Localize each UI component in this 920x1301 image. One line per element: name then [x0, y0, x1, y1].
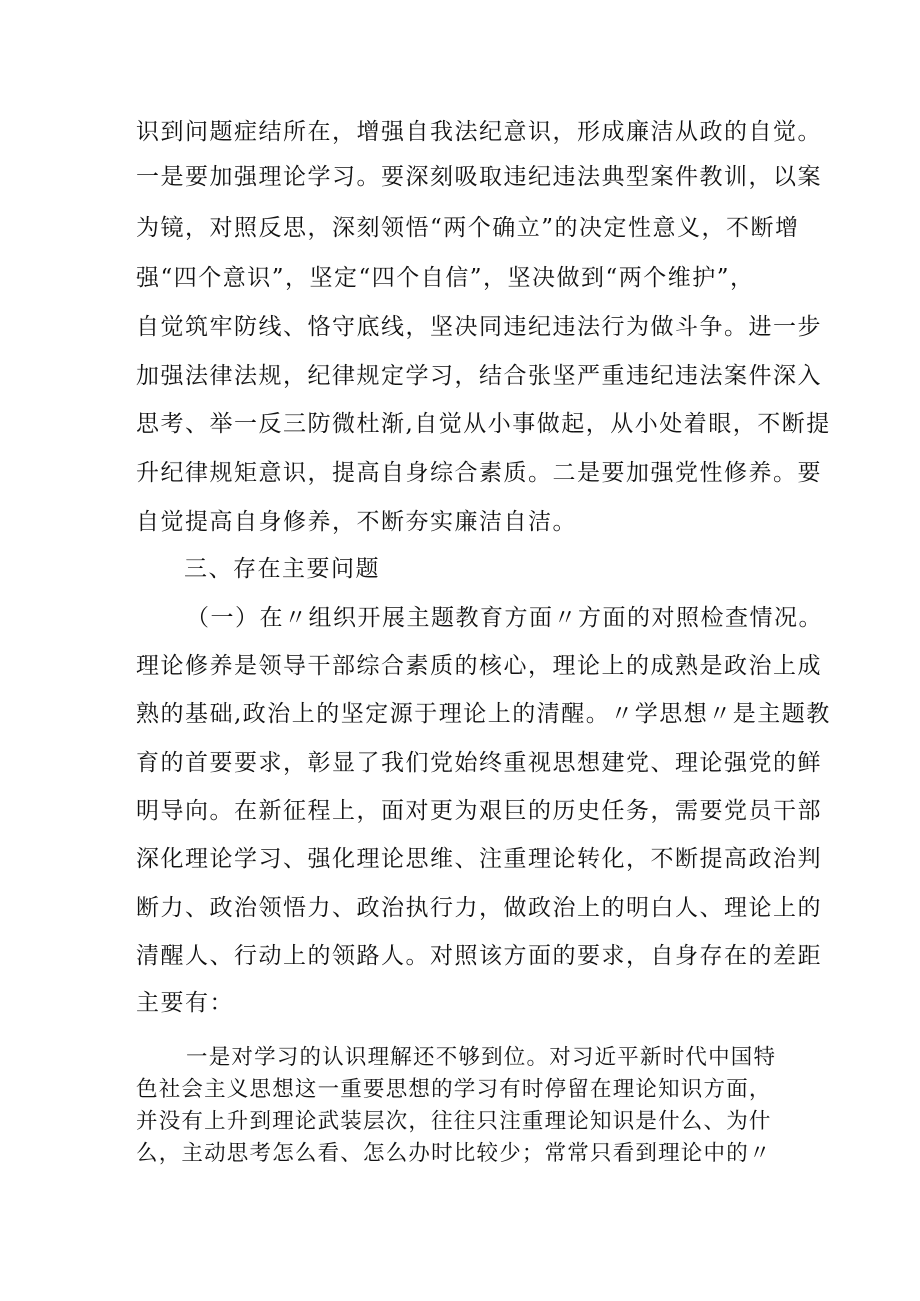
text-line: 升纪律规矩意识，提高自身综合素质。二是要加强党性修养。要 [136, 460, 822, 486]
text-line: 并没有上升到理论武装层次，往往只注重理论知识是什么、为什 [136, 1109, 772, 1134]
text-line: 育的首要要求，彰显了我们党始终重视思想建党、理论强党的鲜 [136, 750, 822, 776]
text-line: 自觉筑牢防线、恪守底线，坚决同违纪违法行为做斗争。进一步 [136, 314, 822, 340]
text-line: 色社会主义思想这一重要思想的学习有时停留在理论知识方面， [136, 1077, 772, 1102]
text-line: 自觉提高自身修养，不断夯实廉洁自洁。 [136, 509, 577, 535]
text-line: 理论修养是领导干部综合素质的核心，理论上的成熟是政治上成 [136, 653, 822, 679]
text-line: 强“四个意识”，坚定“四个自信”，坚决做到“两个维护”， [136, 265, 755, 291]
text-line: 为镜，对照反思，深刻领悟“两个确立”的决定性意义，不断增 [136, 215, 800, 241]
text-line: 清醒人、行动上的领路人。对照该方面的要求，自身存在的差距 [136, 943, 822, 969]
text-line: 思考、举一反三防微杜渐,自觉从小事做起，从小处着眼，不断提 [136, 411, 831, 437]
text-line: 识到问题症结所在，增强自我法纪意识，形成廉洁从政的自觉。 [136, 119, 822, 145]
text-line: 深化理论学习、强化理论思维、注重理论转化，不断提高政治判 [136, 846, 822, 872]
text-line: 主要有： [136, 990, 234, 1016]
text-line: 一是要加强理论学习。要深刻吸取违纪违法典型案件教训，以案 [136, 164, 822, 190]
text-line: 加强法律法规，纪律规定学习，结合张坚严重违纪违法案件深入 [136, 363, 822, 389]
text-line: 熟的基础,政治上的坚定源于理论上的清醒。〃学思想〃是主题教 [136, 701, 831, 727]
text-line: 么，主动思考怎么看、怎么办时比较少；常常只看到理论中的〃 [136, 1141, 772, 1166]
paragraph-start: 一是对学习的认识理解还不够到位。对习近平新时代中国特 [186, 1045, 777, 1070]
section-heading: 三、存在主要问题 [184, 556, 380, 582]
subsection-heading: （一）在〃组织开展主题教育方面〃方面的对照检查情况。 [186, 605, 823, 631]
text-line: 断力、政治领悟力、政治执行力，做政治上的明白人、理论上的 [136, 895, 822, 921]
text-line: 明导向。在新征程上，面对更为艰巨的历史任务，需要党员干部 [136, 798, 822, 824]
